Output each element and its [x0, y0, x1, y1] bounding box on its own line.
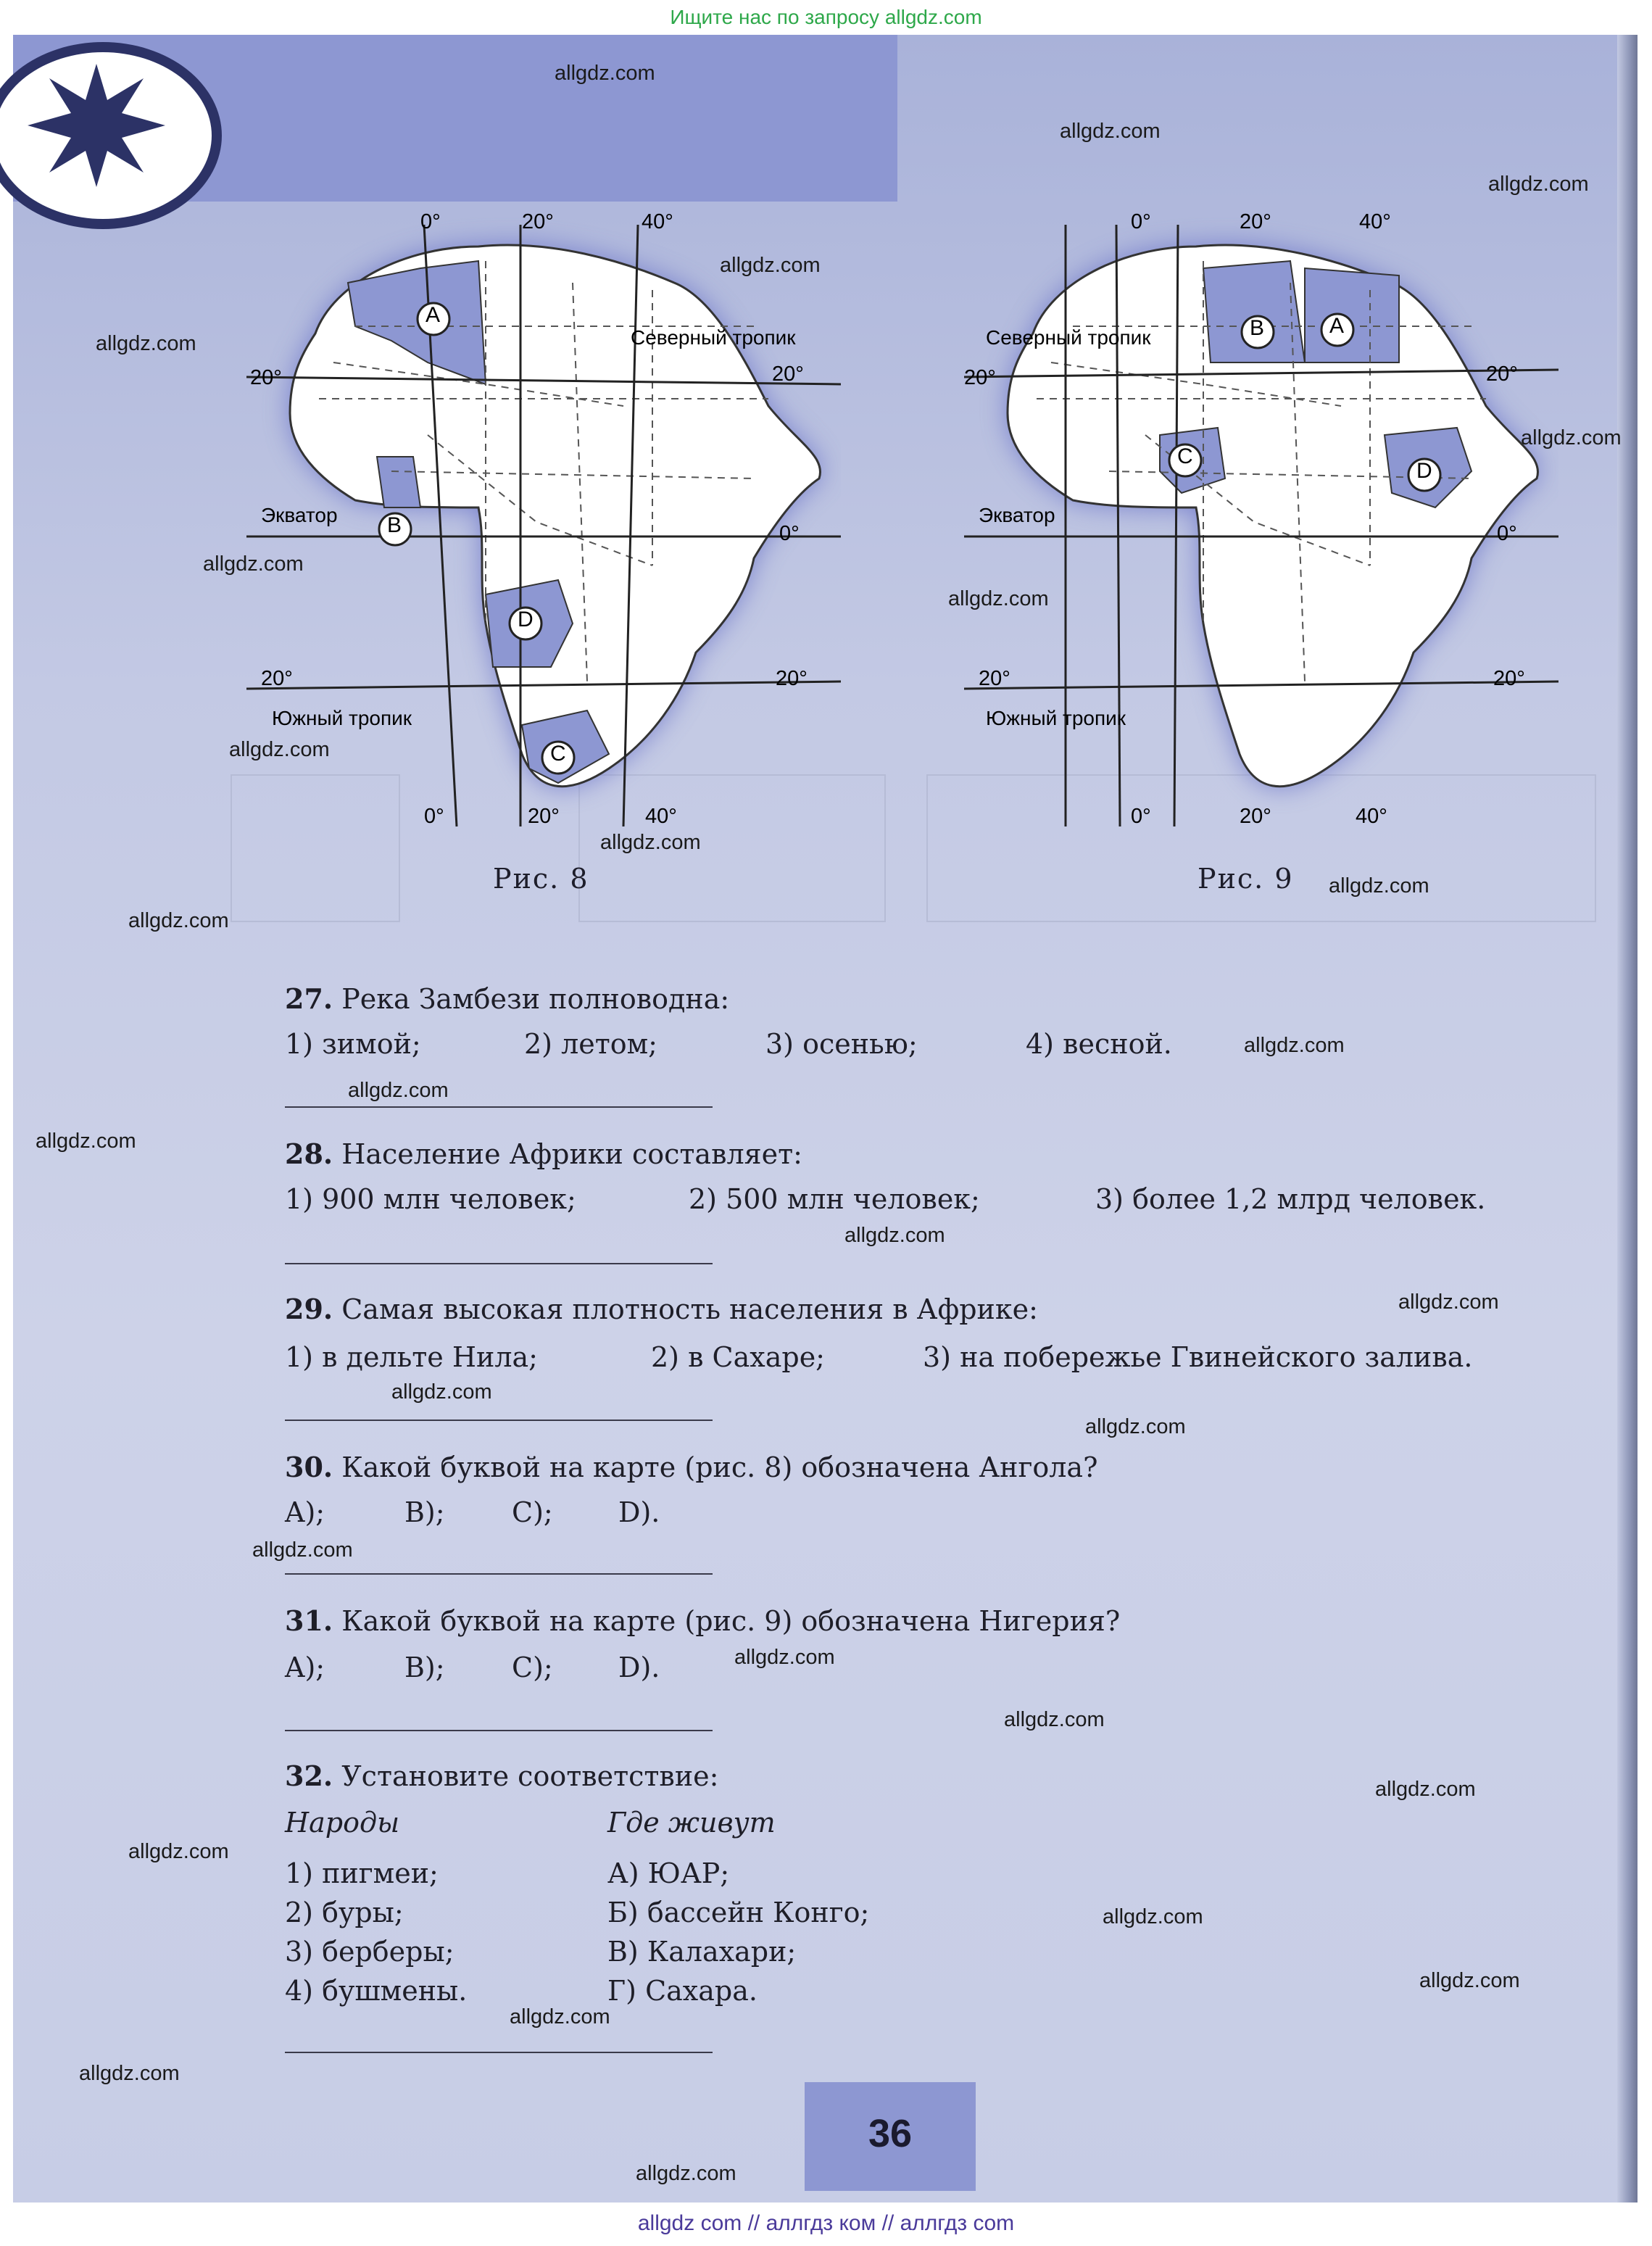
watermark: allgdz.com — [391, 1380, 492, 1404]
question-text: Самая высокая плотность населения в Африке: — [341, 1293, 1038, 1325]
question-number: 29. — [285, 1293, 333, 1325]
lon-label: 0° — [420, 210, 441, 233]
page-number-box — [805, 2082, 976, 2191]
lat-label: 20° — [772, 362, 804, 386]
question-31 — [285, 1602, 1120, 1640]
question-number: 32. — [285, 1760, 333, 1792]
option[interactable]: 3) на побережье Гвинейского залива. — [923, 1341, 1473, 1373]
watermark: allgdz.com — [1329, 874, 1429, 898]
lon-label: 20° — [1240, 210, 1271, 233]
watermark: allgdz.com — [1521, 426, 1622, 449]
question-30 — [285, 1449, 1097, 1486]
lon-label: 40° — [1356, 805, 1387, 828]
lon-label: 0° — [1131, 210, 1151, 233]
option[interactable]: 1) 900 млн человек; — [285, 1183, 576, 1215]
watermark: allgdz.com — [128, 909, 229, 932]
map-marker-b: B — [1250, 316, 1265, 340]
watermark: allgdz.com — [720, 254, 821, 277]
lon-label: 40° — [645, 805, 677, 828]
map-marker-a: A — [426, 303, 441, 327]
option[interactable]: B); — [404, 1496, 445, 1528]
watermark: allgdz.com — [79, 2062, 180, 2085]
watermark: allgdz.com — [1398, 1290, 1499, 1314]
column-peoples-header: Народы — [285, 1807, 400, 1839]
watermark: allgdz.com — [1060, 120, 1161, 143]
map-marker-d: D — [1416, 459, 1432, 483]
question-29 — [285, 1290, 1038, 1328]
match-left-item: 2) буры; — [285, 1897, 404, 1928]
lon-label: 0° — [424, 805, 444, 828]
watermark: allgdz.com — [1375, 1778, 1476, 1801]
lat-label: 20° — [979, 667, 1010, 690]
option[interactable]: D). — [618, 1652, 660, 1683]
question-27 — [285, 980, 729, 1018]
answer-line[interactable] — [285, 1573, 713, 1575]
question-28 — [285, 1135, 802, 1173]
answer-line[interactable] — [285, 1420, 713, 1421]
option[interactable]: A); — [285, 1496, 325, 1528]
watermark: allgdz.com — [348, 1079, 449, 1102]
answer-line[interactable] — [285, 1263, 713, 1264]
watermark: allgdz.com — [1085, 1415, 1186, 1438]
watermark: allgdz.com — [600, 831, 701, 854]
map-marker-c: C — [1177, 444, 1193, 468]
south-tropic-label: Южный тропик — [986, 707, 1126, 729]
option[interactable]: 3) осенью; — [765, 1028, 918, 1060]
match-left-item: 3) берберы; — [285, 1936, 454, 1968]
lat-label: 20° — [776, 667, 808, 690]
match-right-item: Б) бассейн Конго; — [607, 1897, 870, 1928]
answer-line[interactable] — [285, 1106, 713, 1108]
watermark: allgdz.com — [252, 1538, 353, 1562]
lat-label: 20° — [261, 667, 293, 690]
map-marker-b: B — [387, 513, 402, 537]
lon-label: 40° — [1359, 210, 1391, 233]
watermark: allgdz.com — [1244, 1034, 1345, 1057]
answer-line[interactable] — [285, 2052, 713, 2053]
question-32 — [285, 1757, 718, 1795]
north-tropic-label: Северный тропик — [631, 326, 796, 349]
south-tropic-label: Южный тропик — [272, 707, 412, 729]
match-right-item: В) Калахари; — [607, 1936, 797, 1968]
lat-label: 20° — [250, 366, 282, 389]
watermark: allgdz.com — [1488, 173, 1589, 196]
option[interactable]: 2) 500 млн человек; — [689, 1183, 980, 1215]
question-text: Какой буквой на карте (рис. 8) обозначена Ангола? — [341, 1451, 1098, 1483]
option[interactable]: A); — [285, 1652, 325, 1683]
option[interactable]: 2) летом; — [524, 1028, 657, 1060]
map-marker-a: A — [1329, 314, 1345, 338]
equator-label: Экватор — [261, 504, 338, 526]
watermark: allgdz.com — [844, 1224, 945, 1247]
option[interactable]: 1) зимой; — [285, 1028, 421, 1060]
africa-map-fig8 — [246, 217, 841, 841]
question-number: 31. — [285, 1604, 333, 1637]
lat-label: 20° — [1486, 362, 1518, 386]
lat-label: 0° — [779, 522, 800, 545]
africa-map-fig9 — [964, 217, 1558, 841]
top-banner[interactable]: Ищите нас по запросу allgdz.com — [0, 0, 1652, 35]
bottom-links[interactable]: allgdz com // аллгдз ком // аллгдз com — [637, 2211, 1015, 2235]
fig9-caption: Рис. 9 — [1198, 863, 1294, 895]
lon-label: 20° — [528, 805, 560, 828]
map-marker-c: C — [550, 742, 566, 766]
option[interactable]: B); — [404, 1652, 445, 1683]
equator-label: Экватор — [979, 504, 1055, 526]
map-marker-d: D — [518, 608, 534, 631]
question-number: 28. — [285, 1137, 333, 1170]
option[interactable]: 3) более 1,2 млрд человек. — [1095, 1183, 1486, 1215]
lon-label: 20° — [522, 210, 554, 233]
match-right-item: Г) Сахара. — [607, 1975, 757, 2007]
watermark: allgdz.com — [734, 1646, 835, 1669]
question-number: 27. — [285, 982, 333, 1015]
star-icon — [28, 64, 165, 187]
match-right-item: А) ЮАР; — [607, 1857, 730, 1889]
watermark: allgdz.com — [555, 62, 655, 85]
watermark: allgdz.com — [128, 1840, 229, 1863]
question-text: Население Африки составляет: — [341, 1138, 802, 1170]
lon-label: 20° — [1240, 805, 1271, 828]
watermark: allgdz.com — [203, 552, 304, 576]
question-number: 30. — [285, 1451, 333, 1483]
fig8-caption: Рис. 8 — [493, 863, 589, 895]
match-left-item: 4) бушмены. — [285, 1975, 468, 2007]
watermark: allgdz.com — [1004, 1708, 1105, 1731]
watermark: allgdz.com — [36, 1130, 136, 1153]
page-edge-shadow — [1617, 35, 1638, 2203]
watermark: allgdz.com — [229, 738, 330, 761]
lat-label: 0° — [1497, 522, 1517, 545]
question-text: Установите соответствие: — [341, 1760, 719, 1792]
lon-label: 0° — [1131, 805, 1151, 828]
lat-label: 20° — [1493, 667, 1525, 690]
match-left-item: 1) пигмеи; — [285, 1857, 439, 1889]
option[interactable]: 1) в дельте Нила; — [285, 1341, 538, 1373]
map-fig8 — [246, 210, 841, 841]
watermark: allgdz.com — [96, 332, 196, 355]
lat-label: 20° — [964, 366, 996, 389]
option[interactable]: 4) весной. — [1026, 1028, 1172, 1060]
page-number: 36 — [868, 2112, 913, 2155]
option[interactable]: C); — [512, 1652, 553, 1683]
column-location-header: Где живут — [607, 1807, 776, 1839]
question-text: Какой буквой на карте (рис. 9) обозначена Нигерия? — [341, 1605, 1121, 1637]
lon-label: 40° — [642, 210, 673, 233]
watermark: allgdz.com — [1419, 1969, 1520, 1992]
option[interactable]: D). — [618, 1496, 660, 1528]
option[interactable]: C); — [512, 1496, 553, 1528]
map-fig9 — [964, 210, 1558, 841]
question-text: Река Замбези полноводна: — [341, 983, 730, 1015]
option[interactable]: 2) в Сахаре; — [651, 1341, 825, 1373]
north-tropic-label: Северный тропик — [986, 326, 1151, 349]
answer-line[interactable] — [285, 1730, 713, 1731]
watermark: allgdz.com — [948, 587, 1049, 610]
watermark: allgdz.com — [510, 2005, 610, 2029]
watermark: allgdz.com — [636, 2162, 736, 2185]
watermark: allgdz.com — [1103, 1905, 1203, 1928]
